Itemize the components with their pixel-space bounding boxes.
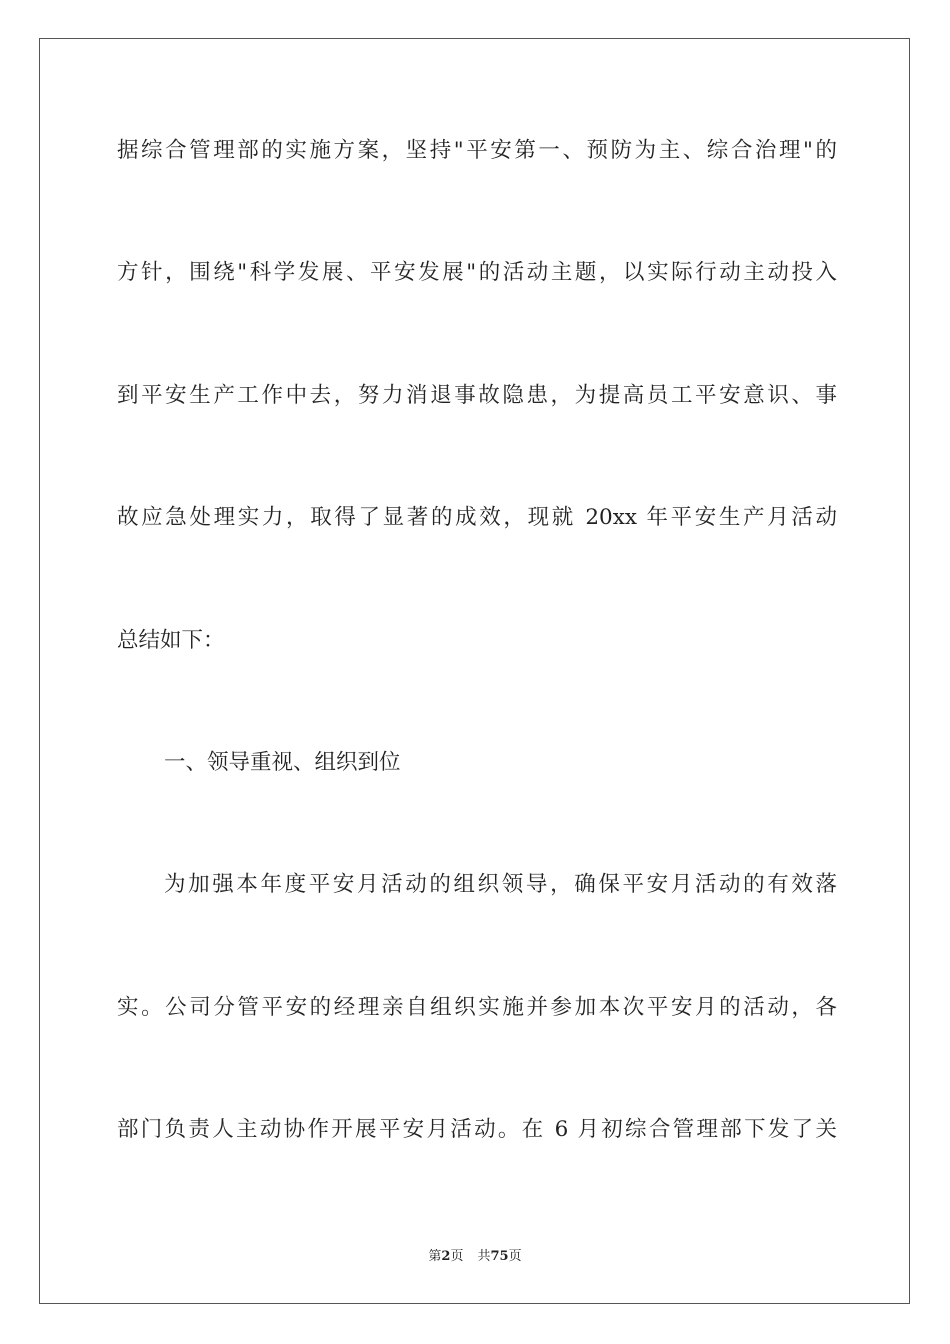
body-text-line-6: 为加强本年度平安月活动的组织领导，确保平安月活动的有效落: [164, 872, 837, 897]
body-text-line-3: 到平安生产工作中去，努力消退事故隐患，为提高员工平安意识、事: [117, 383, 837, 408]
body-text-line-5: 总结如下：: [117, 628, 225, 653]
footer-page-prefix: 第: [428, 1249, 442, 1264]
footer-total-suffix: 页: [508, 1249, 522, 1264]
page-footer: [0, 1248, 950, 1266]
section-heading: 一、领导重视、组织到位: [164, 750, 401, 775]
body-text-line-4: 故应急处理实力，取得了显著的成效，现就 20xx 年平安生产月活动: [117, 505, 837, 530]
body-text-line-1: 据综合管理部的实施方案，坚持"平安第一、预防为主、综合治理"的: [117, 138, 837, 163]
body-text-line-7: 实。公司分管平安的经理亲自组织实施并参加本次平安月的活动，各: [117, 995, 837, 1020]
footer-page-number: 2: [441, 1249, 451, 1264]
body-text-line-8: 部门负责人主动协作开展平安月活动。在 6 月初综合管理部下发了关: [117, 1117, 837, 1142]
footer-total-prefix: 共: [477, 1249, 491, 1264]
footer-total-pages: 75: [490, 1249, 509, 1264]
body-text-line-2: 方针，围绕"科学发展、平安发展"的活动主题，以实际行动主动投入: [117, 260, 837, 285]
footer-page-suffix: 页: [450, 1249, 464, 1264]
